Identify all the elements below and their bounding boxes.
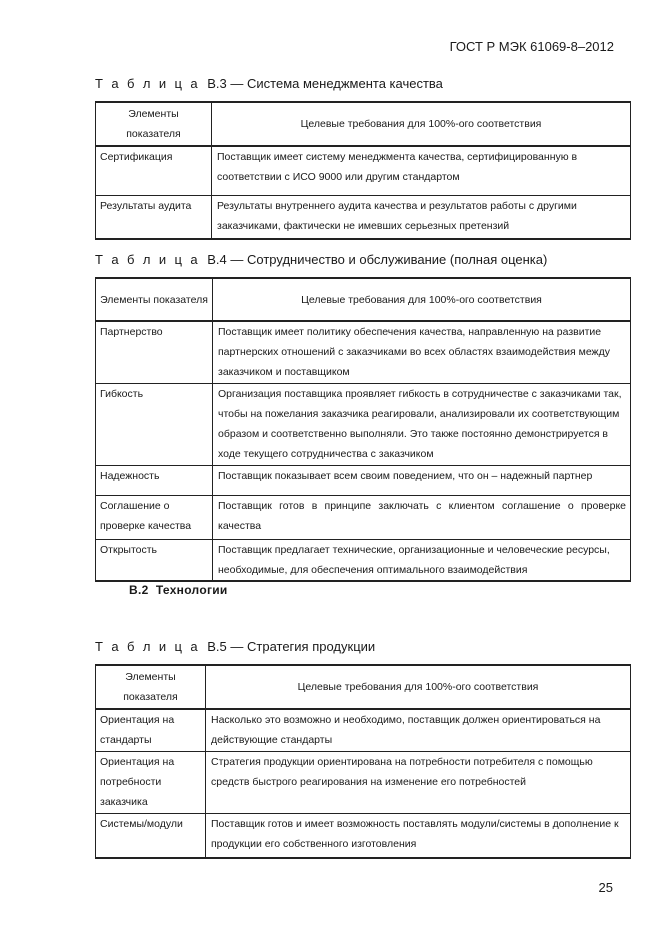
table-caption-number: В.4 (207, 252, 227, 267)
table-caption-title: — Сотрудничество и обслуживание (полная оценка) (230, 252, 548, 267)
table-b5 (95, 664, 631, 859)
col-header-requirements: Целевые требования для 100%-ого соответствия (213, 278, 631, 321)
row-element: Ориентация на стандарты (96, 709, 206, 751)
row-requirement: Поставщик показывает всем своим поведением, что он – надежный партнер (213, 465, 631, 495)
table-caption-number: В.5 (207, 639, 227, 654)
row-element: Сертификация (96, 146, 212, 195)
standard-code: ГОСТ Р МЭК 61069-8–2012 (449, 39, 614, 54)
table-caption-number: В.3 (207, 76, 227, 91)
col-header-requirements: Целевые требования для 100%-ого соответствия (212, 102, 631, 146)
table-row (96, 709, 631, 751)
row-element: Открытость (96, 539, 213, 581)
row-requirement: Поставщик имеет систему менеджмента качества, сертифицированную в соответствии с ИСО 9000 или другим стандартом (212, 146, 631, 195)
row-element: Надежность (96, 465, 213, 495)
table-row (96, 383, 631, 465)
row-element: Результаты аудита (96, 195, 212, 239)
table-b4 (95, 277, 631, 582)
table-row (96, 495, 631, 539)
row-element: Соглашение о проверке качества (96, 495, 213, 539)
page-number: 25 (598, 880, 613, 895)
row-element: Партнерство (96, 321, 213, 383)
col-header-elements: Элементы показателя (96, 278, 213, 321)
section-title: Технологии (155, 583, 228, 597)
table-caption-prefix: Т а б л и ц а (95, 252, 201, 267)
row-requirement: Поставщик готов в принципе заключать с клиентом соглашение о проверке качества (213, 495, 631, 539)
row-requirement: Организация поставщика проявляет гибкость в сотрудничестве с заказчиками так, чтобы на пожелания заказчика реагировали, анализировали их соответствующим образом и соответственно выполняли. Это также постоянно демонстрируется в ходе текущего сотрудничества с заказчиком (213, 383, 631, 465)
table-caption-b3 (95, 76, 443, 91)
table-row (96, 751, 631, 813)
row-requirement: Поставщик предлагает технические, организационные и человеческие ресурсы, необходимые, для обеспечения оптимального взаимодействия (213, 539, 631, 581)
section-number: В.2 (129, 583, 149, 597)
col-header-elements: Элементы показателя (96, 665, 206, 709)
row-requirement: Стратегия продукции ориентирована на потребности потребителя с помощью средств быстрого реагирования на изменение его потребностей (206, 751, 631, 813)
row-requirement: Насколько это возможно и необходимо, поставщик должен ориентироваться на действующие стандарты (206, 709, 631, 751)
table-header-row (96, 665, 631, 709)
table-row (96, 465, 631, 495)
row-element: Системы/модули (96, 813, 206, 858)
table-caption-b5 (95, 639, 375, 654)
row-requirement: Поставщик готов и имеет возможность поставлять модули/системы в дополнение к продукции его собственного изготовления (206, 813, 631, 858)
table-caption-title: — Система менеджмента качества (230, 76, 443, 91)
table-b3 (95, 101, 631, 240)
row-requirement: Поставщик имеет политику обеспечения качества, направленную на развитие партнерских отношений с заказчиками во всех областях взаимодействия между заказчиком и поставщиком (213, 321, 631, 383)
table-row (96, 813, 631, 858)
col-header-requirements: Целевые требования для 100%-ого соответствия (206, 665, 631, 709)
row-element: Ориентация на потребности заказчика (96, 751, 206, 813)
row-element: Гибкость (96, 383, 213, 465)
table-header-row (96, 278, 631, 321)
table-row (96, 146, 631, 195)
row-requirement: Результаты внутреннего аудита качества и результатов работы с другими заказчиками, фактически не имевших серьезных претензий (212, 195, 631, 239)
section-heading (129, 583, 228, 597)
table-caption-title: — Стратегия продукции (230, 639, 376, 654)
col-header-elements: Элементы показателя (96, 102, 212, 146)
table-caption-prefix: Т а б л и ц а (95, 76, 201, 91)
table-caption-b4 (95, 252, 547, 267)
table-row (96, 539, 631, 581)
table-row (96, 321, 631, 383)
table-caption-prefix: Т а б л и ц а (95, 639, 201, 654)
table-header-row (96, 102, 631, 146)
table-row (96, 195, 631, 239)
